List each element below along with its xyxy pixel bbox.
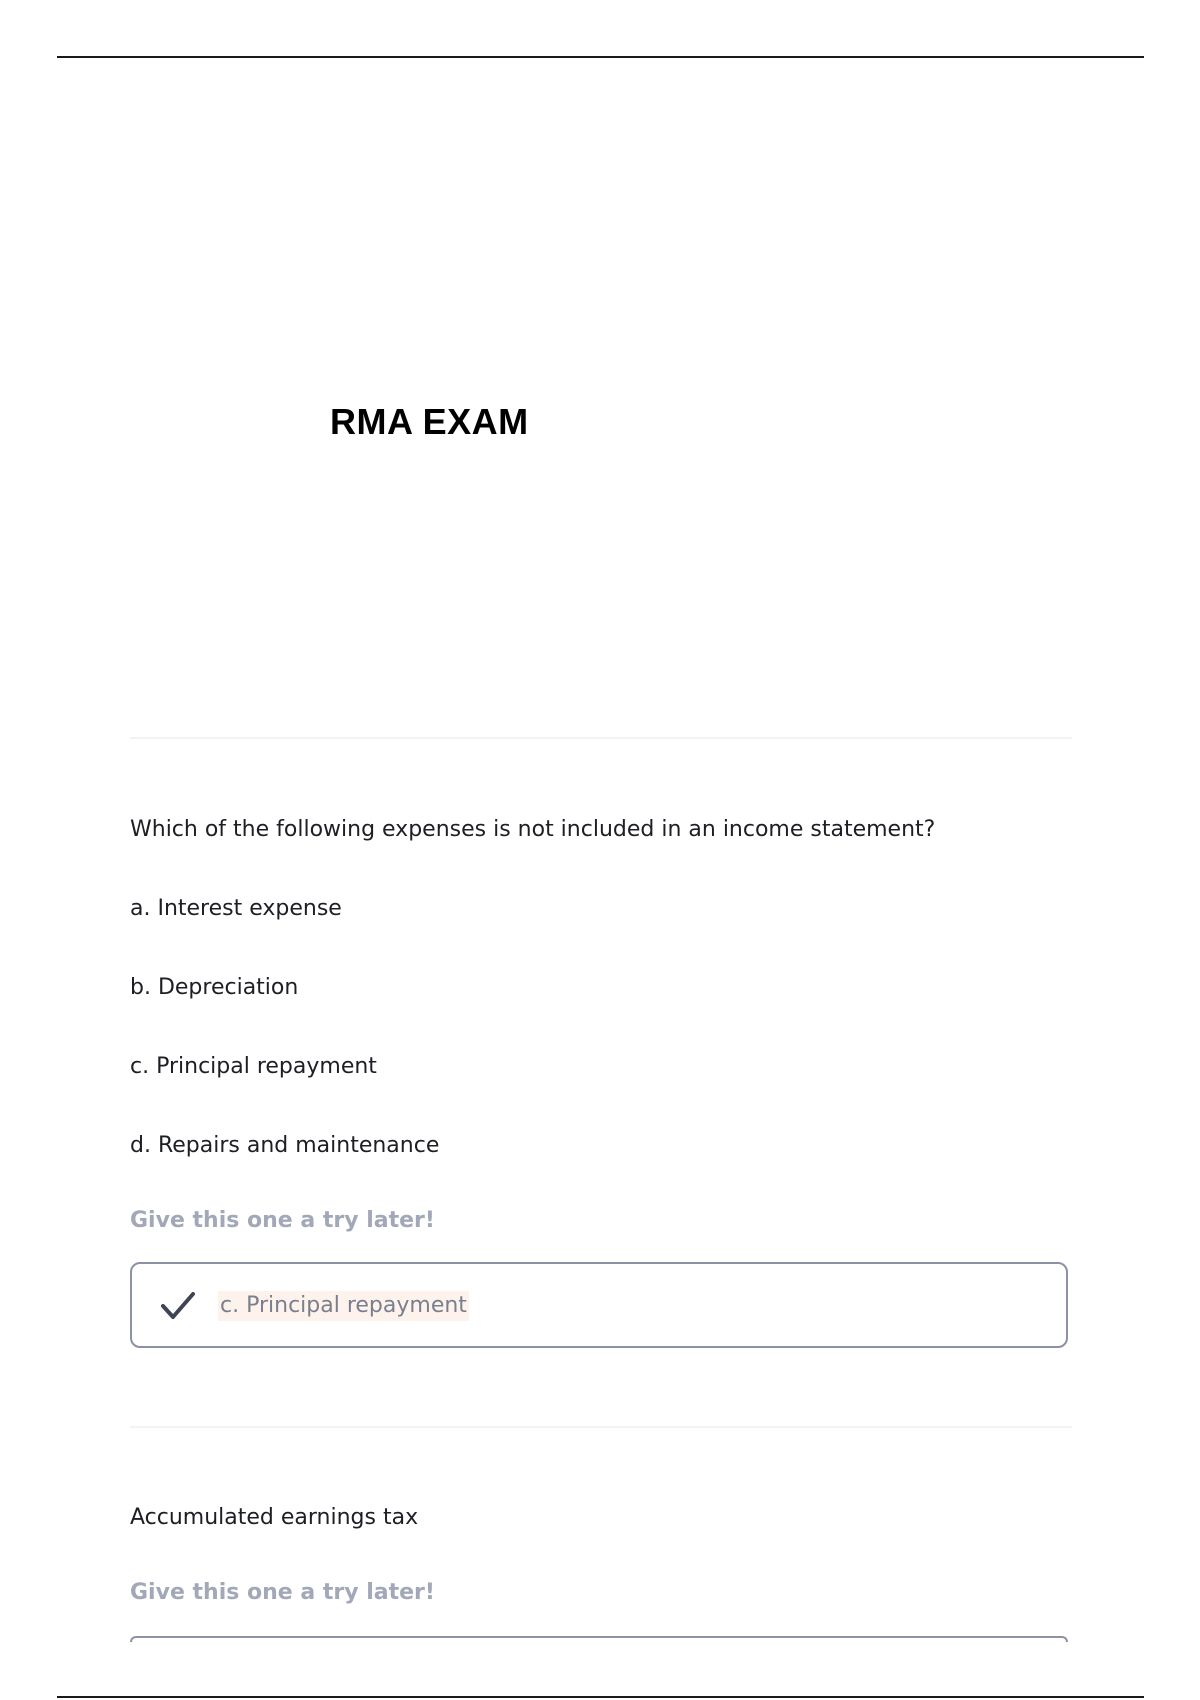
checkmark-icon xyxy=(160,1290,196,1322)
document-title: RMA EXAM xyxy=(330,401,529,442)
option-d: d. Repairs and maintenance xyxy=(130,1133,440,1158)
bottom-rule xyxy=(57,1696,1144,1698)
answer-box xyxy=(130,1262,1068,1348)
option-b: b. Depreciation xyxy=(130,975,299,1000)
option-c: c. Principal repayment xyxy=(130,1054,377,1079)
card-divider xyxy=(130,1426,1072,1428)
question-text: Accumulated earnings tax xyxy=(130,1505,419,1530)
question-text: Which of the following expenses is not included in an income statement? xyxy=(130,817,936,842)
card-divider xyxy=(130,737,1072,739)
try-later-hint: Give this one a try later! xyxy=(130,1208,435,1233)
answer-box xyxy=(130,1636,1068,1642)
top-rule xyxy=(57,56,1144,58)
option-a: a. Interest expense xyxy=(130,896,342,921)
try-later-hint: Give this one a try later! xyxy=(130,1580,435,1605)
answer-text: c. Principal repayment xyxy=(218,1291,469,1321)
